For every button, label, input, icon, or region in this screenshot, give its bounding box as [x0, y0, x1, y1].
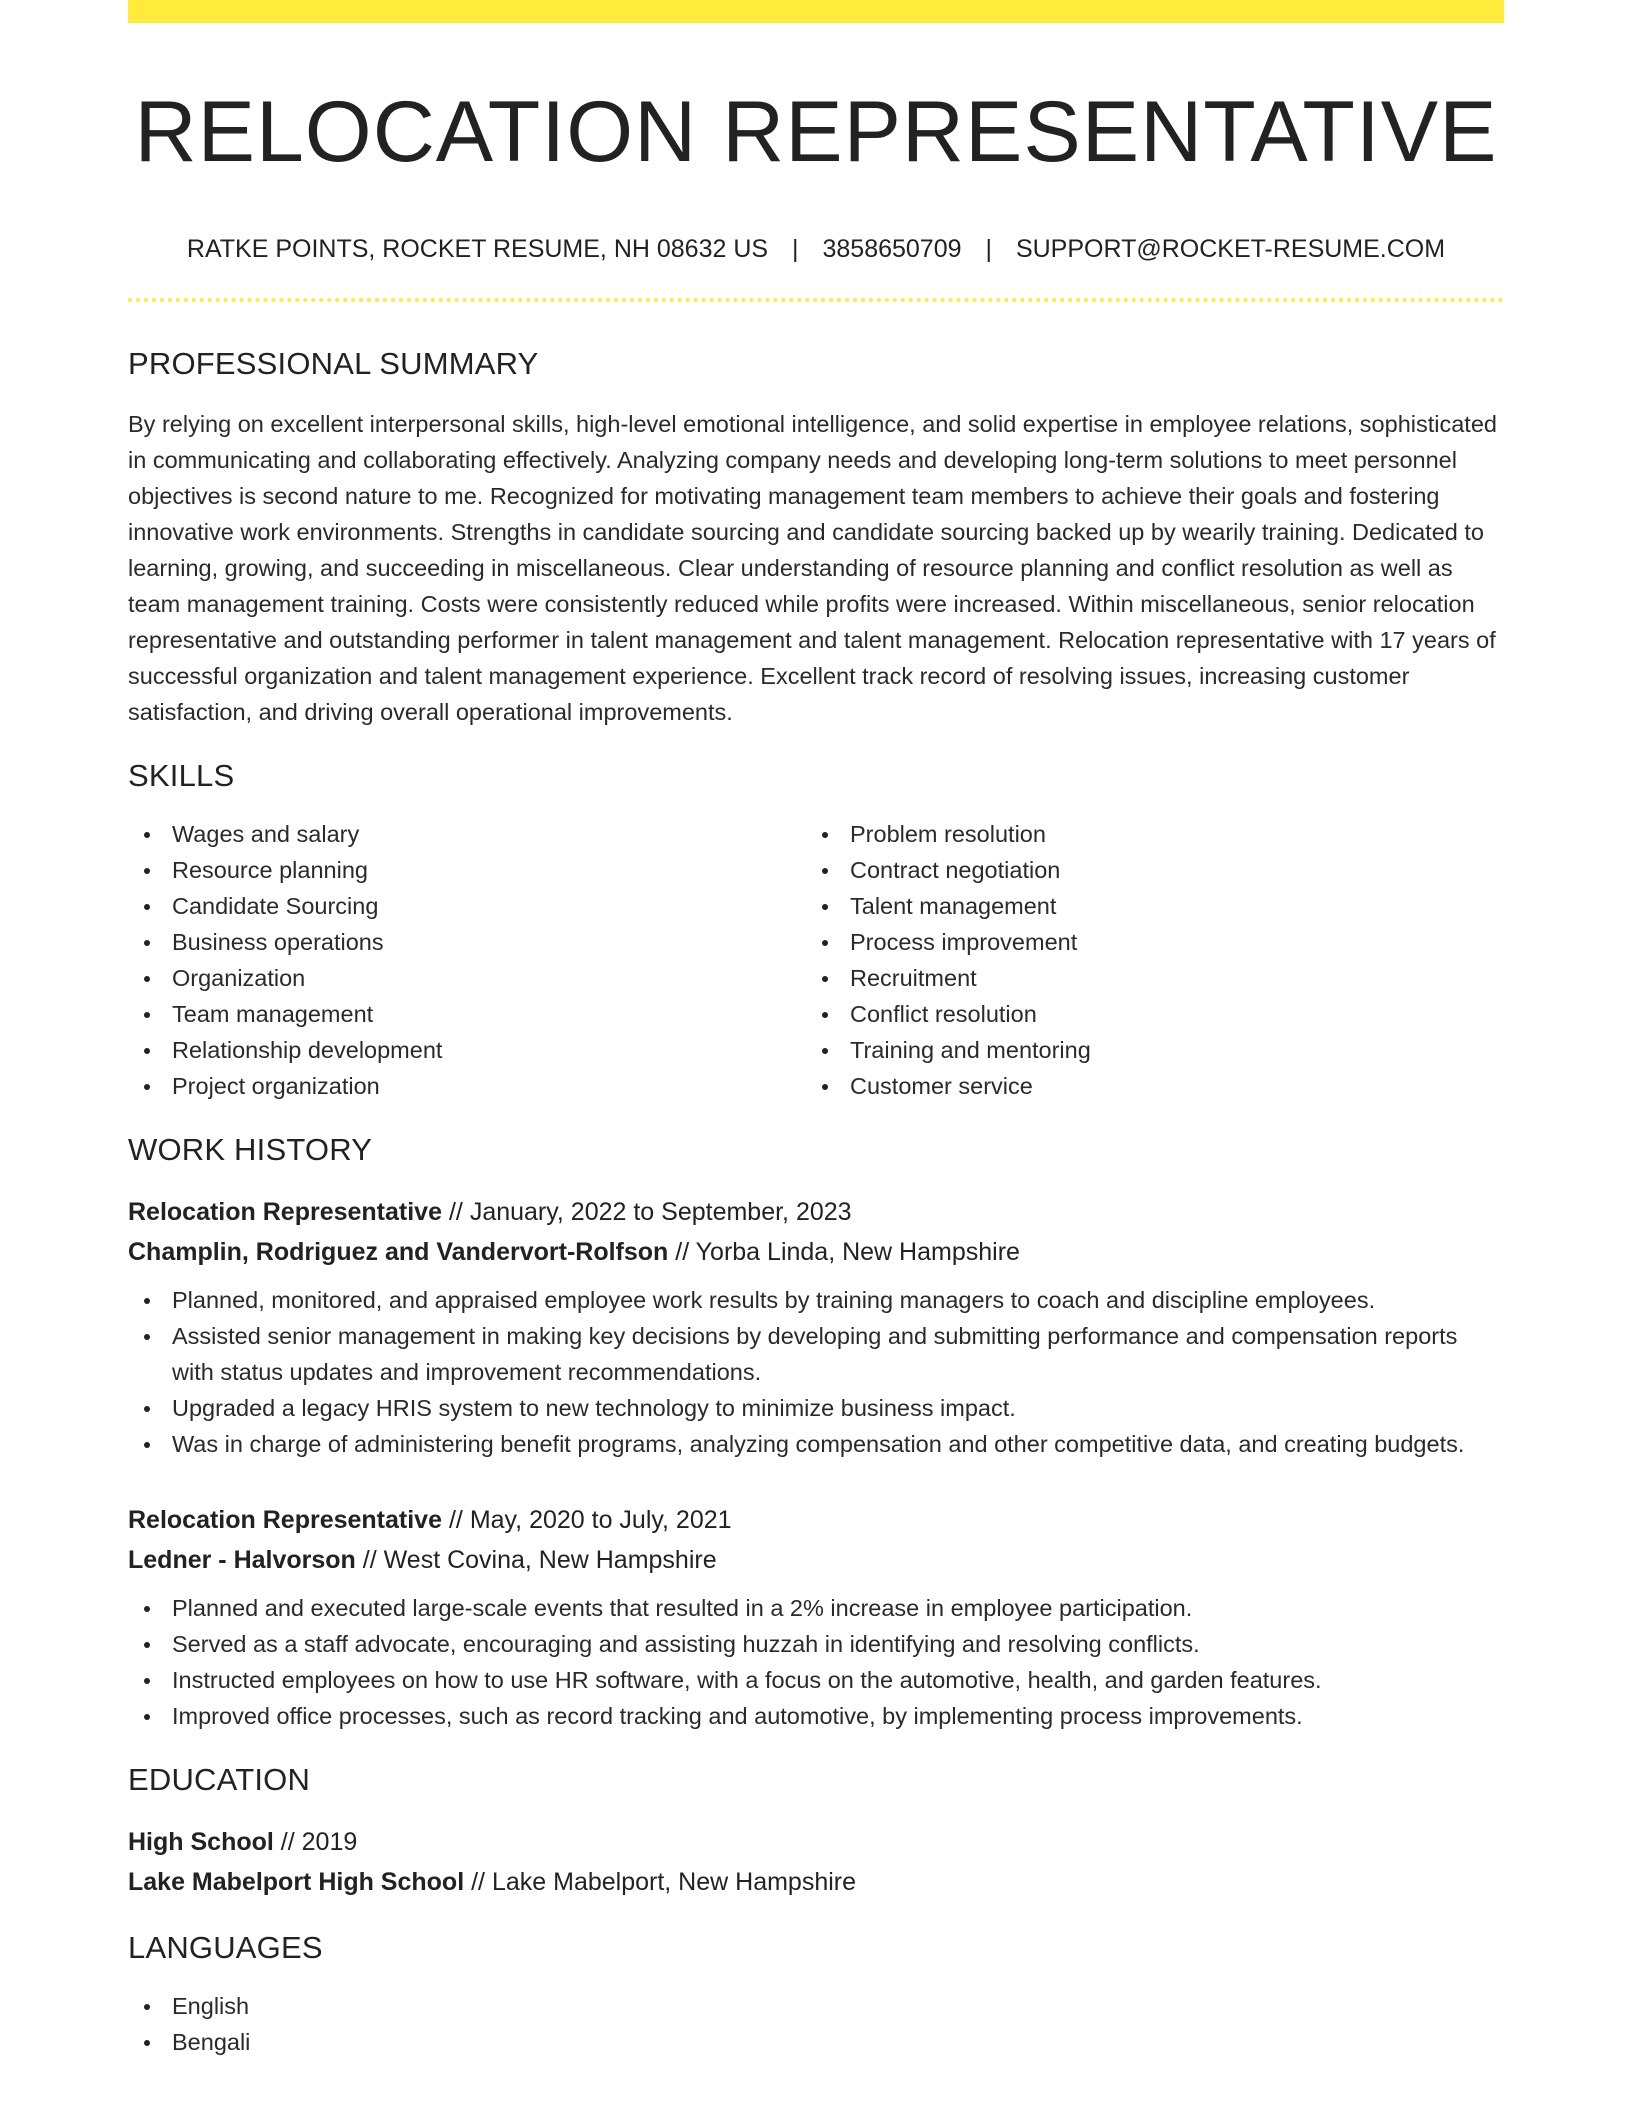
languages-list [128, 1988, 1504, 2060]
work-history-section [128, 1132, 1504, 1734]
job-bullet: Planned, monitored, and appraised employee work results by training managers to coach and discipline employees. [128, 1282, 1504, 1318]
delimiter: // [448, 1506, 463, 1534]
job-bullet: Assisted senior management in making key decisions by developing and submitting performance and compensation reports with status updates and improvement recommendations. [128, 1318, 1504, 1390]
summary-section [128, 346, 1504, 730]
job-company-line [128, 1232, 1504, 1272]
delimiter: // [471, 1868, 486, 1896]
skill-item: Team management [128, 996, 806, 1032]
contact-line [128, 234, 1504, 264]
education-location: Lake Mabelport, New Hampshire [491, 1868, 857, 1896]
job-dates: January, 2022 to September, 2023 [469, 1198, 852, 1226]
section-title-languages: LANGUAGES [128, 1930, 323, 1965]
skill-item: Process improvement [806, 924, 1504, 960]
job-bullets [128, 1590, 1504, 1734]
delimiter: // [362, 1546, 377, 1574]
job-bullet: Planned and executed large-scale events that resulted in a 2% increase in employee participation. [128, 1590, 1504, 1626]
section-title-summary: PROFESSIONAL SUMMARY [128, 346, 539, 381]
job-role: Relocation Representative [128, 1506, 442, 1534]
contact-phone[interactable]: 3858650709 [822, 235, 962, 263]
summary-text: By relying on excellent interpersonal skills, high-level emotional intelligence, and solid expertise in employee relations, sophisticated in communicating and collaborating effectively. Analyzing company needs and developing long-term solutions to meet personnel objectives is second nature to me. Recognized for motivating management team members to achieve their goals and fostering innovative work environments. Strengths in candidate sourcing and candidate sourcing backed up by wearily training. Dedicated to learning, growing, and succeeding in miscellaneous. Clear understanding of resource planning and conflict resolution as well as team management training. Costs were consistently reduced while profits were increased. Within miscellaneous, senior relocation representative and outstanding performer in talent management and talent management. Relocation representative with 17 years of successful organization and talent management experience. Excellent track record of resolving issues, increasing customer satisfaction, and driving overall operational improvements. [128, 411, 1497, 725]
job-location: Yorba Linda, New Hampshire [695, 1238, 1020, 1266]
job-location: West Covina, New Hampshire [383, 1546, 717, 1574]
skill-item: Candidate Sourcing [128, 888, 806, 924]
skills-column-right [806, 816, 1504, 1104]
section-title-work-history: WORK HISTORY [128, 1132, 373, 1167]
language-item: Bengali [128, 2024, 1504, 2060]
job-company: Ledner - Halvorson [128, 1546, 356, 1574]
education-section [128, 1762, 1504, 1902]
skills-section [128, 758, 1504, 1104]
section-title-education: EDUCATION [128, 1762, 311, 1797]
skill-item: Relationship development [128, 1032, 806, 1068]
resume-content [128, 0, 1504, 2060]
job-bullet: Served as a staff advocate, encouraging and assisting huzzah in identifying and resolving conflicts. [128, 1626, 1504, 1662]
job-title-line [128, 1192, 1504, 1232]
education-entry [128, 1822, 1504, 1902]
job-company-line [128, 1540, 1504, 1580]
job-entry [128, 1500, 1504, 1734]
skill-item: Business operations [128, 924, 806, 960]
job-bullet: Upgraded a legacy HRIS system to new technology to minimize business impact. [128, 1390, 1504, 1426]
skill-item: Problem resolution [806, 816, 1504, 852]
skills-column-left [128, 816, 806, 1104]
skill-item: Organization [128, 960, 806, 996]
contact-address: RATKE POINTS, ROCKET RESUME, NH 08632 US [186, 235, 769, 263]
delimiter: // [448, 1198, 463, 1226]
education-year: 2019 [301, 1828, 358, 1856]
languages-section [128, 1930, 1504, 2060]
job-bullet: Instructed employees on how to use HR software, with a focus on the automotive, health, and garden features. [128, 1662, 1504, 1698]
skill-item: Project organization [128, 1068, 806, 1104]
contact-separator: | [792, 235, 799, 263]
skill-item: Conflict resolution [806, 996, 1504, 1032]
education-school-line [128, 1862, 1504, 1902]
skill-item: Training and mentoring [806, 1032, 1504, 1068]
delimiter: // [675, 1238, 690, 1266]
job-company: Champlin, Rodriguez and Vandervort-Rolfson [128, 1238, 669, 1266]
job-role: Relocation Representative [128, 1198, 442, 1226]
skill-item: Customer service [806, 1068, 1504, 1104]
contact-email[interactable]: SUPPORT@ROCKET-RESUME.COM [1015, 235, 1446, 263]
delimiter: // [280, 1828, 295, 1856]
job-dates: May, 2020 to July, 2021 [469, 1506, 732, 1534]
education-degree: High School [128, 1828, 274, 1856]
candidate-name: RELOCATION REPRESENTATIVE [134, 84, 1498, 180]
job-title-line [128, 1500, 1504, 1540]
language-item: English [128, 1988, 1504, 2024]
skills-grid [128, 816, 1504, 1104]
skill-item: Resource planning [128, 852, 806, 888]
job-entry [128, 1192, 1504, 1462]
skill-item: Wages and salary [128, 816, 806, 852]
skill-item: Contract negotiation [806, 852, 1504, 888]
education-school: Lake Mabelport High School [128, 1868, 465, 1896]
skill-item: Talent management [806, 888, 1504, 924]
job-bullet: Improved office processes, such as record tracking and automotive, by implementing process improvements. [128, 1698, 1504, 1734]
education-degree-line [128, 1822, 1504, 1862]
dotted-divider [128, 298, 1504, 302]
job-bullets [128, 1282, 1504, 1462]
contact-separator: | [985, 235, 992, 263]
job-bullet: Was in charge of administering benefit programs, analyzing compensation and other competitive data, and creating budgets. [128, 1426, 1504, 1462]
skill-item: Recruitment [806, 960, 1504, 996]
section-title-skills: SKILLS [128, 758, 235, 793]
